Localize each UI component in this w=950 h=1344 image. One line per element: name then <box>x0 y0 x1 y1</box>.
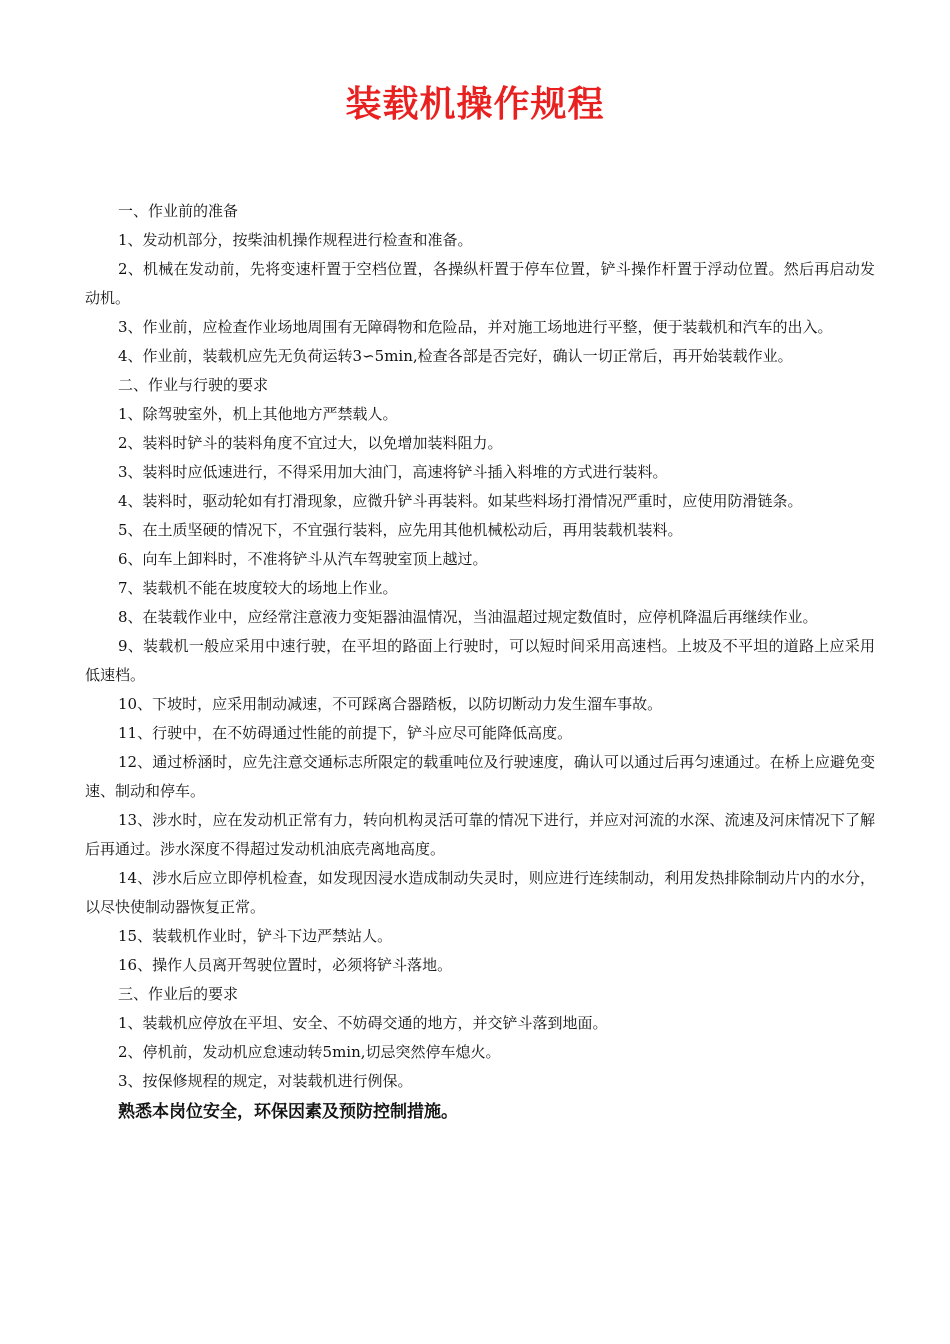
paragraph: 16、操作人员离开驾驶位置时，必须将铲斗落地。 <box>118 956 453 974</box>
section-heading-before-work: 一、作业前的准备 <box>118 202 239 220</box>
paragraph: 7、装载机不能在坡度较大的场地上作业。 <box>118 579 398 597</box>
paragraph: 1、除驾驶室外，机上其他地方严禁载人。 <box>118 405 398 423</box>
paragraph: 12、通过桥涵时，应先注意交通标志所限定的载重吨位及行驶速度，确认可以通过后再匀速通过。在桥上应避免变速、制动和停车。 <box>85 753 875 800</box>
paragraph: 15、装载机作业时，铲斗下边严禁站人。 <box>118 927 393 945</box>
paragraph: 5、在土质坚硬的情况下，不宜强行装料，应先用其他机械松动后，再用装载机装料。 <box>118 521 683 539</box>
paragraph: 2、装料时铲斗的装料角度不宜过大，以免增加装料阻力。 <box>118 434 503 452</box>
section-heading-operation: 二、作业与行驶的要求 <box>118 376 269 394</box>
paragraph: 4、装料时，驱动轮如有打滑现象，应微升铲斗再装料。如某些料场打滑情况严重时，应使用防滑链条。 <box>118 492 803 510</box>
paragraph: 9、装载机一般应采用中速行驶，在平坦的路面上行驶时，可以短时间采用高速档。上坡及不平坦的道路上应采用低速档。 <box>85 637 875 684</box>
paragraph: 13、涉水时，应在发动机正常有力，转向机构灵活可靠的情况下进行，并应对河流的水深、流速及河床情况下了解后再通过。涉水深度不得超过发动机油底壳离地高度。 <box>85 811 875 858</box>
paragraph: 2、停机前，发动机应怠速动转5min,切忌突然停车熄火。 <box>118 1043 501 1061</box>
paragraph: 3、装料时应低速进行，不得采用加大油门，高速将铲斗插入料堆的方式进行装料。 <box>118 463 668 481</box>
paragraph: 14、涉水后应立即停机检查，如发现因浸水造成制动失灵时，则应进行连续制动，利用发热排除制动片内的水分，以尽快使制动器恢复正常。 <box>85 869 875 916</box>
section-heading-after-work: 三、作业后的要求 <box>118 985 239 1003</box>
paragraph: 6、向车上卸料时，不准将铲斗从汽车驾驶室顶上越过。 <box>118 550 488 568</box>
paragraph: 11、行驶中，在不妨碍通过性能的前提下，铲斗应尽可能降低高度。 <box>118 724 573 742</box>
footer-statement: 熟悉本岗位安全，环保因素及预防控制措施。 <box>118 1102 458 1122</box>
paragraph: 8、在装载作业中，应经常注意液力变矩器油温情况，当油温超过规定数值时，应停机降温后再继续作业。 <box>118 608 818 626</box>
paragraph: 1、发动机部分，按柴油机操作规程进行检查和准备。 <box>118 231 473 249</box>
paragraph: 1、装载机应停放在平坦、安全、不妨碍交通的地方，并交铲斗落到地面。 <box>118 1014 608 1032</box>
paragraph: 3、作业前，应检查作业场地周围有无障碍物和危险品，并对施工场地进行平整，便于装载机和汽车的出入。 <box>118 318 833 336</box>
paragraph: 3、按保修规程的规定，对装载机进行例保。 <box>118 1072 413 1090</box>
paragraph: 10、下坡时，应采用制动减速，不可踩离合器踏板，以防切断动力发生溜车事故。 <box>118 695 663 713</box>
paragraph: 2、机械在发动前，先将变速杆置于空档位置，各操纵杆置于停车位置，铲斗操作杆置于浮动位置。然后再启动发动机。 <box>85 260 875 307</box>
document-title: 装载机操作规程 <box>345 84 605 125</box>
document-body <box>85 197 875 1128</box>
paragraph: 4、作业前，装载机应先无负荷运转3∽5min,检查各部是否完好，确认一切正常后，再开始装载作业。 <box>118 347 793 365</box>
